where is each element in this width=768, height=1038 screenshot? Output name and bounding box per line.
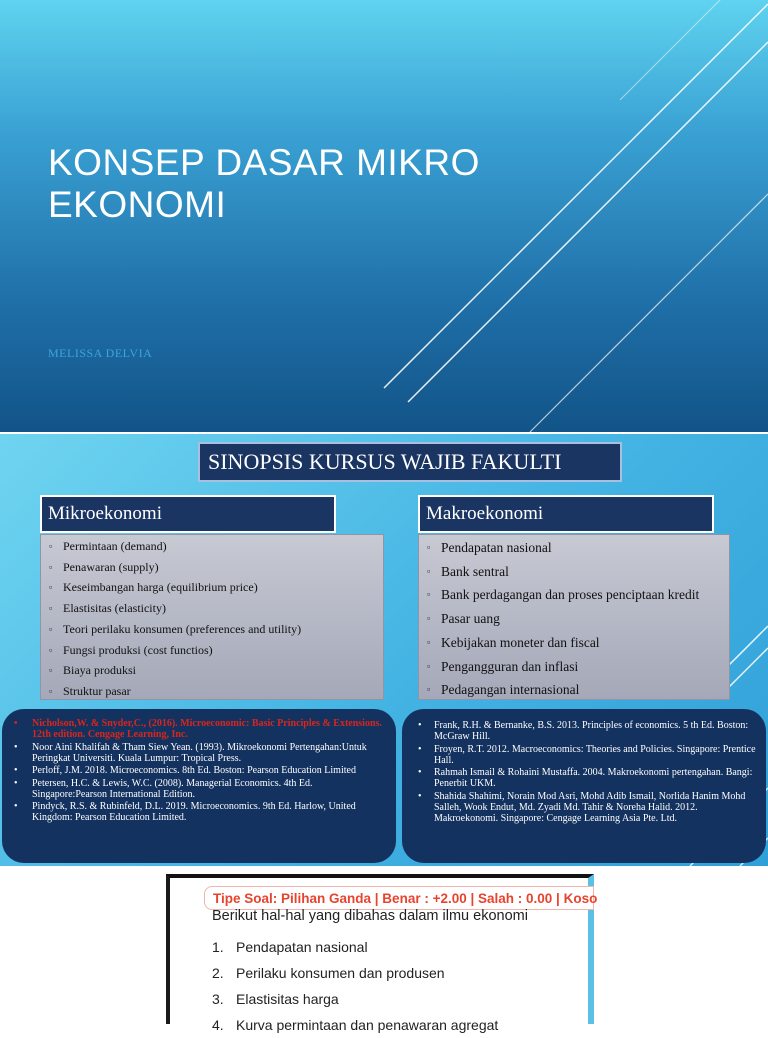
mikroekonomi-references — [2, 709, 396, 863]
list-item: ▫ Teori perilaku konsumen (preferences and utility) — [49, 619, 383, 640]
option-number: 1. — [212, 939, 224, 955]
list-item: ▫ Kebijakan moneter dan fiscal — [427, 631, 729, 655]
list-item: ▫ Bank sentral — [427, 560, 729, 584]
option-text: Kurva permintaan dan penawaran agregat — [236, 1017, 499, 1033]
list-item: ▫ Pendapatan nasional — [427, 536, 729, 560]
list-item: ▫ Struktur pasar — [49, 681, 383, 702]
option-item[interactable] — [212, 934, 498, 960]
list-item: ▫ Keseimbangan harga (equilibrium price) — [49, 577, 383, 598]
option-item[interactable] — [212, 1012, 498, 1038]
reference-item: • Nicholson,W. & Snyder,C., (2016). Microeconomic: Basic Principles & Extensions. 12th edition. Cengage Learning, Inc. — [14, 718, 386, 740]
answer-options — [212, 934, 498, 1038]
option-item[interactable] — [212, 986, 498, 1012]
list-item: ▫ Pedagangan internasional — [427, 678, 729, 702]
reference-item: • Pindyck, R.S. & Rubinfeld, D.L. 2019. Microeconomics. 9th Ed. Harlow, United Kingdom: Pearson Education Limited. — [14, 801, 386, 823]
makroekonomi-heading: Makroekonomi — [418, 495, 714, 533]
reference-item: • Petersen, H.C. & Lewis, W.C. (2008). Managerial Economics. 4th Ed. Singapore:Pearson International Edition. — [14, 778, 386, 800]
list-item: ▫ Bank perdagangan dan proses penciptaan kredit — [427, 583, 729, 607]
option-number: 2. — [212, 965, 224, 981]
quiz-slide — [0, 868, 768, 1033]
option-item[interactable] — [212, 960, 498, 986]
reference-item: • Froyen, R.T. 2012. Macroeconomics: Theories and Policies. Singapore: Prentice Hall. — [418, 744, 758, 766]
option-text: Pendapatan nasional — [236, 939, 368, 955]
reference-item: • Rahmah Ismail & Rohaini Mustaffa. 2004. Makroekonomi pertengahan. Bangi: Penerbit UKM. — [418, 767, 758, 789]
title-slide — [0, 0, 768, 432]
synopsis-heading: SINOPSIS KURSUS WAJIB FAKULTI — [198, 442, 622, 482]
list-item: ▫ Fungsi produksi (cost functios) — [49, 640, 383, 661]
option-text: Elastisitas harga — [236, 991, 339, 1007]
makroekonomi-references — [402, 709, 766, 863]
slide-title — [48, 142, 508, 226]
reference-item: • Frank, R.H. & Bernanke, B.S. 2013. Principles of economics. 5 th Ed. Boston: McGraw Hill. — [418, 720, 758, 742]
option-text: Perilaku konsumen dan produsen — [236, 965, 445, 981]
author-name: MELISSA DELVIA — [48, 346, 153, 360]
option-number: 4. — [212, 1017, 224, 1033]
question-text: Berikut hal-hal yang dibahas dalam ilmu ekonomi — [212, 908, 528, 924]
mikroekonomi-topic-list — [40, 534, 384, 700]
list-item: ▫ Elastisitas (elasticity) — [49, 598, 383, 619]
synopsis-slide — [0, 434, 768, 866]
reference-item: • Perloff, J.M. 2018. Microeconomics. 8th Ed. Boston: Pearson Education Limited — [14, 765, 386, 776]
list-item: ▫ Penawaran (supply) — [49, 557, 383, 578]
mikroekonomi-heading: Mikroekonomi — [40, 495, 336, 533]
title-line-2: EKONOMI — [48, 184, 227, 225]
reference-item: • Shahida Shahimi, Norain Mod Asri, Mohd Adib Ismail, Norlida Hanim Mohd Salleh, Wook Endut, Md. Zyadi Md. Tahir & Noreha Halid. 2012. Makroekonomi. Singapore: Cengage Learning Asia Pte. Ltd. — [418, 791, 758, 824]
reference-item: • Noor Aini Khalifah & Tham Siew Yean. (1993). Mikroekonomi Pertengahan:Untuk Peringkat Universiti. Kuala Lumpur: Tropical Press. — [14, 742, 386, 764]
list-item: ▫ Pengangguran dan inflasi — [427, 655, 729, 679]
list-item: ▫ Permintaan (demand) — [49, 536, 383, 557]
list-item: ▫ Biaya produksi — [49, 660, 383, 681]
makroekonomi-topic-list — [418, 534, 730, 700]
option-number: 3. — [212, 991, 224, 1007]
title-line-1: KONSEP DASAR MIKRO — [48, 142, 480, 183]
list-item: ▫ Pasar uang — [427, 607, 729, 631]
question-type-header: Tipe Soal: Pilihan Ganda | Benar : +2.00 | Salah : 0.00 | Koso — [204, 886, 594, 910]
